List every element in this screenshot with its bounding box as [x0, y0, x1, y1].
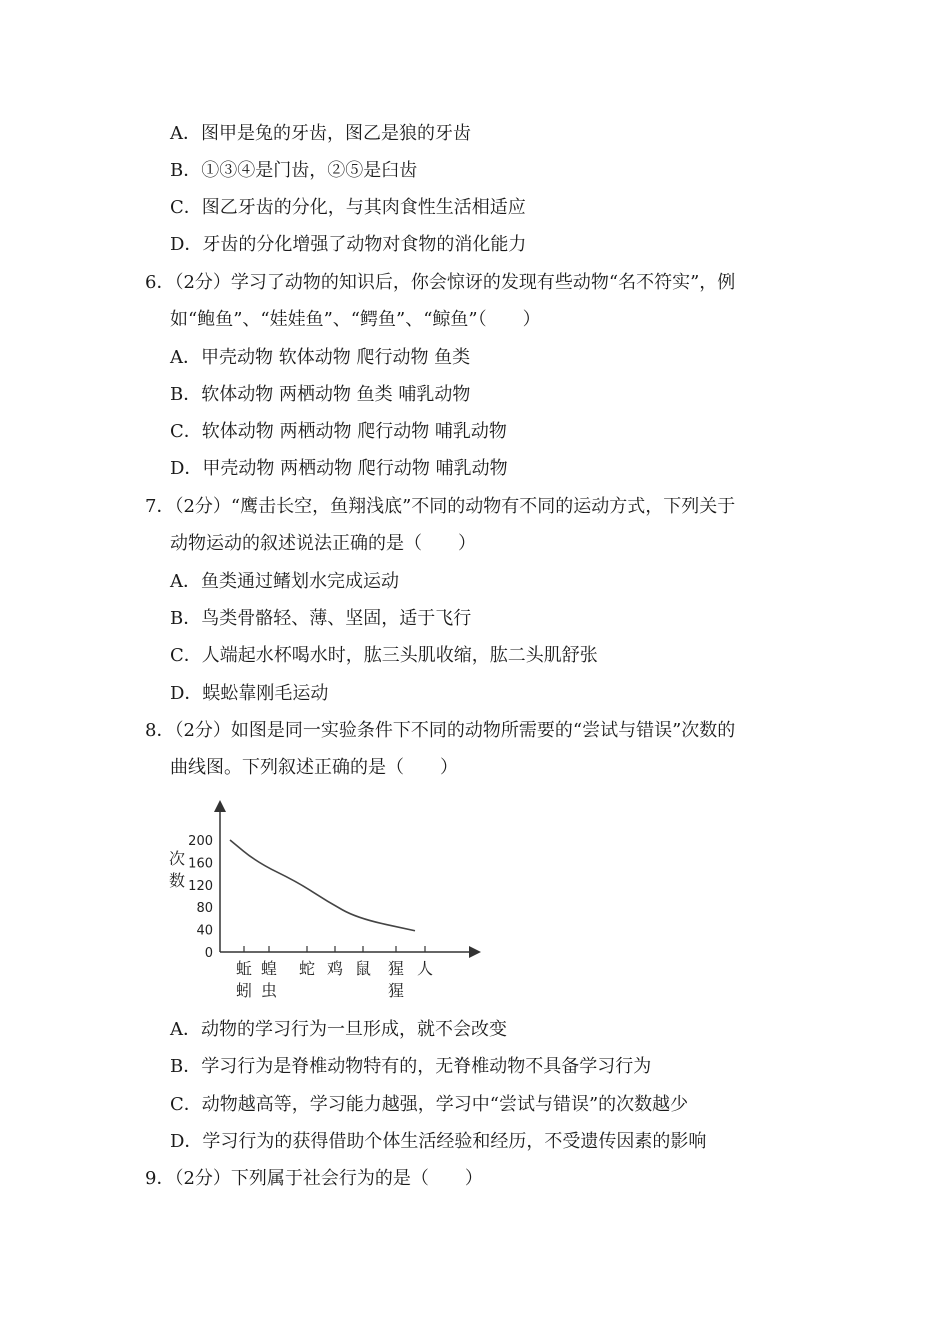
y-tick-label: 80 [196, 901, 213, 917]
x-tick-label: 猩 [387, 959, 405, 978]
x-tick-label: 蛇 [298, 959, 316, 978]
q7-option-c: C．人端起水杯喝水时，肱三头肌收缩，肱二头肌舒张 [170, 645, 598, 666]
q8-option-a: A．动物的学习行为一旦形成，就不会改变 [170, 1019, 507, 1040]
y-tick-label: 160 [188, 856, 213, 872]
series-line [230, 840, 415, 931]
q6-option-d: D．甲壳动物 两栖动物 爬行动物 哺乳动物 [170, 458, 508, 479]
q7-stem-line1: 7．（2分）“鹰击长空，鱼翔浅底”不同的动物有不同的运动方式，下列关于 [145, 496, 736, 517]
x-tick-label: 鼠 [354, 959, 372, 978]
x-tick-label: 鸡 [326, 959, 344, 978]
q5-option-b: B．①③④是门齿，②⑤是臼齿 [170, 160, 418, 181]
q8-option-d: D．学习行为的获得借助个体生活经验和经历，不受遗传因素的影响 [170, 1131, 707, 1152]
y-tick-label: 0 [204, 946, 213, 961]
q5-option-c: C．图乙牙齿的分化，与其肉食性生活相适应 [170, 197, 526, 218]
trial-error-chart [160, 795, 490, 1010]
x-tick-label: 蚓 [235, 981, 253, 1000]
y-tick-label: 40 [196, 923, 213, 939]
q7-option-a: A．鱼类通过鳍划水完成运动 [170, 571, 399, 592]
q7-option-b: B．鸟类骨骼轻、薄、坚固，适于飞行 [170, 608, 472, 629]
q8-option-b: B．学习行为是脊椎动物特有的，无脊椎动物不具备学习行为 [170, 1056, 652, 1077]
q5-option-a: A．图甲是兔的牙齿，图乙是狼的牙齿 [170, 123, 471, 144]
q8-stem-line1: 8．（2分）如图是同一实验条件下不同的动物所需要的“尝试与错误”次数的 [145, 720, 736, 741]
x-tick-label: 蚯 [235, 959, 253, 978]
q6-stem-line2: 如“鲍鱼”、“娃娃鱼”、“鳄鱼”、“鲸鱼”（ ） [170, 309, 541, 330]
q9-stem-line1: 9．（2分）下列属于社会行为的是（ ） [145, 1168, 483, 1189]
x-tick-label: 虫 [260, 981, 278, 1000]
y-axis-label-char: 次 [168, 849, 186, 868]
y-tick-label: 200 [188, 834, 213, 849]
q6-option-c: C．软体动物 两栖动物 爬行动物 哺乳动物 [170, 421, 507, 442]
q5-option-d: D．牙齿的分化增强了动物对食物的消化能力 [170, 234, 527, 255]
q7-stem-line2: 动物运动的叙述说法正确的是（ ） [170, 533, 476, 554]
x-tick-label: 蝗 [260, 959, 278, 978]
q7-option-d: D．蜈蚣靠刚毛运动 [170, 683, 329, 704]
q8-stem-line2: 曲线图。下列叙述正确的是（ ） [170, 757, 458, 778]
q8-option-c: C．动物越高等，学习能力越强，学习中“尝试与错误”的次数越少 [170, 1094, 689, 1115]
q6-option-b: B．软体动物 两栖动物 鱼类 哺乳动物 [170, 384, 471, 405]
q6-stem-line1: 6．（2分）学习了动物的知识后，你会惊讶的发现有些动物“名不符实”，例 [145, 272, 736, 293]
q6-option-a: A．甲壳动物 软体动物 爬行动物 鱼类 [170, 347, 471, 368]
x-tick-label: 人 [416, 959, 434, 978]
x-tick-label: 猩 [387, 981, 405, 1000]
y-axis-label-char: 数 [168, 871, 186, 890]
y-tick-label: 120 [188, 878, 213, 894]
